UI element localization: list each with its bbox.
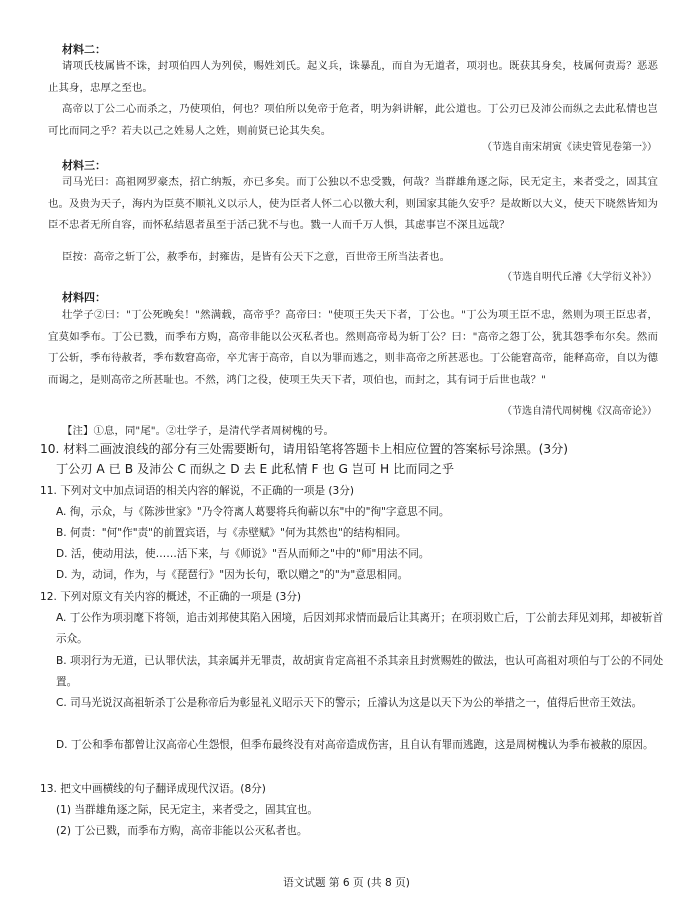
q12-option: D. 丁公和季布都曾让汉高帝心生怨恨，但季布最终没有对高帝造成伤害，且自认有罪而逃跑，这是周树槐认为季布被赦的原因。 (56, 739, 654, 751)
q11-option: A. 徇，示众，与《陈涉世家》"乃令符离人葛婴将兵徇蕲以东"中的"徇"字意思不同。 (56, 506, 450, 518)
material2-heading: 材料二： (62, 43, 106, 56)
page-footer: 语文试题 第 6 页 (共 8 页) (283, 877, 410, 889)
q13-item: (1) 当群雄角逐之际，民无定主，来者受之，固其宜也。 (56, 804, 319, 816)
material4-heading: 材料四： (62, 291, 106, 304)
q13-stem: 13. 把文中画横线的句子翻译成现代汉语。(8分) (40, 783, 266, 795)
q10-stem: 10. 材料二画波浪线的部分有三处需要断句，请用铅笔将答题卡上相应位置的答案标号涂黑。(3分) (40, 442, 569, 456)
q11-option: B. 何责："何"作"责"的前置宾语，与《赤壁赋》"何为其然也"的结构相同。 (56, 527, 407, 539)
q10-sentence: 丁公刃 A 已 B 及沛公 C 而纵之 D 去 E 此私情 F 也 G 岂可 H 比而同之乎 (56, 462, 455, 476)
q13-item: (2) 丁公已戮，而季布方购，高帝非能以公灭私者也。 (56, 825, 308, 837)
q12-option: A. 丁公作为项羽麾下将领，追击刘邦使其陷入困境，后因刘邦求情而最后让其离开；在项羽败亡后，丁公前去拜见刘邦，却被斩首示众。 (56, 612, 664, 645)
material3-para1: 司马光曰：高祖网罗豪杰，招亡纳叛，亦已多矣。而丁公独以不忠受戮，何哉？当群雄角逐之际，民无定主，来者受之，固其宜也。及贵为天子，海内为臣莫不顺礼义以示人，使为臣者人怀二心以徼大利，则国家其能久安乎？是故断以大义，使天下晓然皆知为臣不忠者无所自容，而怀私结恩者虽至于活己犹不与也。戮一人而千万人惧，其虑事岂不深且远哉？ (48, 176, 658, 231)
material3-heading: 材料三： (62, 159, 106, 172)
q11-option: D. 为，动词，作为，与《琵琶行》"因为长句，歌以赠之"的"为"意思相同。 (56, 569, 409, 581)
q12-option: C. 司马光说汉高祖斩杀丁公是称帝后为彰显礼义昭示天下的警示；丘濬认为这是以天下为公的举措之一，值得后世帝王效法。 (56, 697, 643, 709)
material2-para2: 高帝以丁公二心而杀之，乃使项伯，何也？项伯所以免帝于危者，明为斜讲解，此公道也。丁公刃已及沛公而纵之去此私情也岂可比而同之乎？若夫以己之姓易人之姓，则前贤已论其失矣。 (48, 103, 658, 137)
q12-option: B. 项羽行为无道，已认罪伏法，其亲属并无罪责，故胡寅肯定高祖不杀其亲且封赏赐姓的做法，也认可高祖对项伯与丁公的不同处置。 (56, 655, 664, 688)
material4-para1: 壮学子②曰："丁公死晚矣！"然满载，高帝乎？高帝曰："使项王失天下者，丁公也。"丁公为项王臣不忠，然则为项王臣忠者，宜莫如季布。丁公已戮，而季布方购，高帝非能以公灭私者也。然则高帝曷为斩丁公？曰："高帝之怨丁公，犹其怨季布尔矣。然而丁公斩，季布待赦者，季布数窘高帝，卒尤害于高帝，自以为罪而逃之，则非高帝之所甚恶也。丁公能窘高帝，能释高帝，自以为德而谒之，是则高帝之所甚耻也。不然，鸿门之役，使项王失天下者，项伯也，而封之，其有词于后世也哉？" (48, 309, 658, 386)
material4-source: （节选自清代周树槐《汉高帝论》） (502, 406, 657, 417)
q12-stem: 12. 下列对原文有关内容的概述，不正确的一项是 (3分) (40, 591, 302, 603)
q11-option: D. 活，使动用法，使……活下来，与《师说》"吾从而师之"中的"师"用法不同。 (56, 548, 430, 560)
material3-source: （节选自明代丘濬《大学衍义补》） (502, 272, 657, 283)
material3-para2: 臣按：高帝之斩丁公，赦季布，封雍齿，是皆有公天下之意，百世帝王所当法者也。 (62, 251, 451, 263)
q11-stem: 11. 下列对文中加点词语的相关内容的解说，不正确的一项是 (3分) (40, 485, 355, 497)
material2-para1: 请项氏枝属皆不诛，封项伯四人为列侯，赐姓刘氏。起义兵，诛暴乱，而自为无道者，项羽也。既获其身矣，枝属何责焉？恶恶止其身，忠厚之至也。 (48, 60, 658, 94)
material2-source: （节选自南宋胡寅《读史管见卷第一》） (482, 142, 657, 153)
material4-note: 【注】①息，同"尾"。②壮学子，是清代学者周树槐的号。 (62, 425, 335, 437)
